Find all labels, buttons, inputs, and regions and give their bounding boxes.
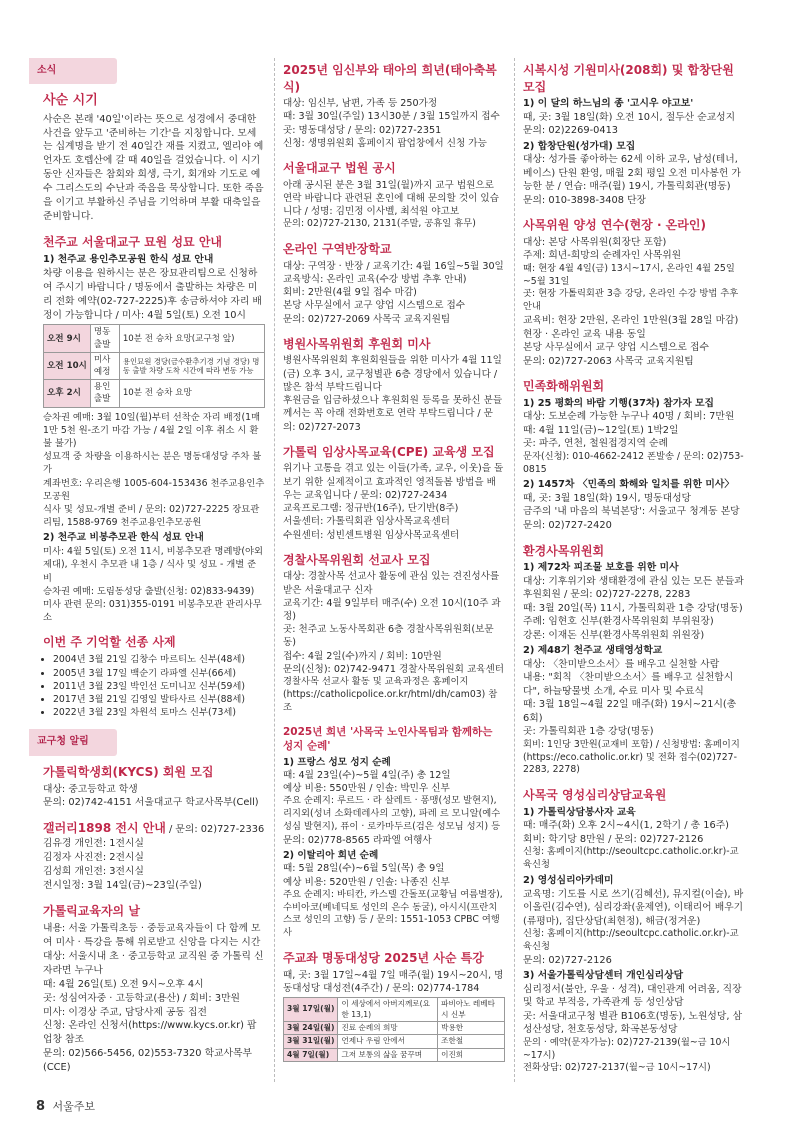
online-school-line: 대상: 구역장 · 반장 / 교육기간: 4월 16일~5월 30일 xyxy=(283,260,504,272)
cemetery-line: 성묘객 중 차량을 이용하시는 분은 명동대성당 주차 불가 xyxy=(43,451,262,476)
environment-line: 대상: 〈찬미받으소서〉를 배우고 실천할 사람 xyxy=(523,658,720,670)
pregnancy-line: 대상: 임신부, 남편, 가족 등 250가정 xyxy=(283,98,438,110)
cpe-section xyxy=(283,444,505,542)
cemetery-line: 승차권 예매: 도림동성당 출발(신청: 02)833-9439) xyxy=(43,585,255,597)
page-number: 8 xyxy=(36,1099,46,1114)
table-cell: 명동 출발 xyxy=(90,325,119,352)
table-cell: 파비아노 레베타시 신부 xyxy=(438,998,505,1022)
environment-sub: 2) 제48기 천주교 생태영성학교 xyxy=(523,645,663,657)
online-school-line: 문의: 02)727-2069 사목국 교육지원팀 xyxy=(283,313,451,325)
court-notice-body: 아래 공시된 분은 3월 31일(월)까지 교구 법원으로 연락 바랍니다 관련된 혼인에 대해 문의할 것이 있습니다 / 성명: 김민정 이사벨, 최석원 야고보 xyxy=(283,179,499,218)
pregnancy-line: 곳: 명동대성당 / 문의: 02)727-2351 xyxy=(283,124,442,136)
table-cell: 조한철 xyxy=(438,1035,505,1048)
reconciliation-line: 대상: 도보순례 가능한 누구나 40명 / 회비: 7만원 xyxy=(523,411,735,423)
table-row xyxy=(44,380,265,407)
cpe-line: 교육프로그램: 정규반(16주), 단기반(8주) xyxy=(283,503,459,515)
table-cell: 진료 순례의 희망 xyxy=(338,1022,438,1035)
environment-line: 때: 3월 18일~4월 22일 매주(화) 19시~21시(총 6회) xyxy=(523,699,737,724)
lent-title: 사순 시기 xyxy=(43,93,98,109)
environment-line: 강론: 이재돈 신부(환경사목위원회 위원장) xyxy=(523,629,705,641)
cpe-body: 위기나 고통을 겪고 있는 이들(가족, 교우, 이웃)을 돌보기 위한 실제적이고 효과적인 영적돌봄 방법을 배우는 교육입니다 / 문의: 02)727-2434 xyxy=(283,463,504,501)
educators-line: 곳: 성심여자중 · 고등학교(용산) / 회비: 3만원 xyxy=(43,992,240,1004)
cemetery-line: 계좌번호: 우리은행 1005-604-153436 천주교용인추모공원 xyxy=(43,477,265,502)
cemetery-line: 미사: 4월 5일(토) 오전 11시, 비봉추모관 명례방(야외제대), 우천시 추모관 내 1층 / 식사 및 성묘 - 개별 준비 xyxy=(43,546,264,584)
educators-day-title: 가톨릭교육자의 날 xyxy=(43,904,140,919)
counseling-line: 문의 · 예약(문자가능): 02)727-2139(월~금 10시~17시) xyxy=(523,1036,731,1061)
court-notice-title: 서울대교구 법원 공시 xyxy=(283,161,396,176)
table-cell: 오전 9시 xyxy=(44,325,91,352)
lent-body: 사순은 본래 '40일'이라는 뜻으로 성경에서 중대한 사건을 앞두고 '준비하는 기간'을 지칭합니다. 모세는 십계명을 받기 전 40일간 재를 지켰고, 엘리야 예언자도 호렙산에 갈 때 40일을 걸었습니다. 이 시기 동안 신자들은 참회와 희생, 극기, 회개와 기도로 예수 그리스도의 수난과 죽음을 묵상합니다. 또한 죽음을 이기고 부활하신 주님을 기억하며 부활 대축일을 준비합니다. xyxy=(43,113,264,222)
reconciliation-line: 금주의 '내 마음의 북녘본당': 서울교구 청계동 본당 xyxy=(523,506,740,518)
council-training-section xyxy=(523,217,745,368)
beatification-line: 문의: 010-3898-3408 단장 xyxy=(523,194,647,206)
pregnancy-line: 때: 3월 30일(주일) 13시30분 / 3월 15일까지 접수 xyxy=(283,111,500,123)
table-cell: 용인 출발 xyxy=(90,380,119,407)
table-row xyxy=(284,1022,505,1035)
kycs-section xyxy=(43,764,265,811)
table-cell: 박용한 xyxy=(438,1022,505,1035)
table-cell: 오전 10시 xyxy=(44,352,91,379)
category-news-label: 소식 xyxy=(29,58,117,84)
online-school-title: 온라인 구역반장학교 xyxy=(283,242,392,257)
police-line: 경찰사목 선교사 활동 및 교육과정은 홈페이지(https://catholicpolice.or.kr/html/dh/cam03) 참조 xyxy=(283,676,498,713)
publication-name: 서울주보 xyxy=(52,1100,96,1113)
pregnancy-line: 신청: 생명위원회 홈페이지 팝업창에서 신청 가능 xyxy=(283,137,487,149)
environment-line: 회비: 1인당 3만원(교재비 포함) / 신청방법: 홈페이지(https://eco.catholic.or.kr) 및 전화 접수(02)727-2283, 2278) xyxy=(523,738,740,776)
counseling-sub: 2) 영성심리아카데미 xyxy=(523,874,614,886)
pilgrimage-section xyxy=(283,725,505,940)
pregnancy-jubilee-title: 2025년 임신부와 태아의 희년(태아축복식) xyxy=(283,63,497,94)
counseling-line: 신청: 홈페이지(http://seoultcpc.catholic.or.kr)-교육신청 xyxy=(523,928,739,952)
counseling-line: 심리정서(불안, 우울 · 성격), 대인관계 어려움, 직장 및 학교 부적응, 가족관계 등 성인상담 xyxy=(523,983,742,1009)
counseling-line: 곳: 서울대교구청 별관 B106호(명동), 노원성당, 삼성산성당, 천호동성당, 화곡본동성당 xyxy=(523,1010,743,1036)
bus-schedule-table xyxy=(43,324,265,407)
hospital-mass-body: 병원사목위원회 후원회원들을 위한 미사가 4월 11일(금) 오후 3시, 교구청별관 6층 경당에서 있습니다 / 많은 참석 부탁드립니다 xyxy=(283,355,502,393)
list-item: • 2004년 3월 21일 김창수 마르티노 신부(48세) xyxy=(53,653,265,666)
council-line: 곳: 현장 가톨릭회관 3층 강당, 온라인 수강 방법 추후 안내 xyxy=(523,288,739,313)
cemetery-line: 승차권 예매: 3월 10일(월)부터 선착순 자리 배정(1매 1만 5천 원-조기 마감 가능 / 4월 2일 이후 취소 시 환불 불가) xyxy=(43,411,261,450)
table-cell: 10분 전 승차 요망(교구청 앞) xyxy=(119,325,264,352)
counseling-line: 전화상담: 02)727-2137(월~금 10시~17시) xyxy=(523,1062,711,1074)
counseling-sub: 1) 가톨릭상담봉사자 교육 xyxy=(523,806,636,818)
table-row xyxy=(284,1035,505,1048)
pilgrimage-line: 예상 비용: 550만원 / 인솔: 박민우 신부 xyxy=(283,783,450,795)
pilgrimage-sub: 1) 프랑스 성모 성지 순례 xyxy=(283,756,391,768)
reconciliation-sub: 1) 25 평화의 바람 기행(37차) 참가자 모집 xyxy=(523,397,715,409)
beatification-mass-section xyxy=(523,62,745,207)
educators-day-section xyxy=(43,903,265,1075)
lent-section xyxy=(43,92,265,224)
council-line: 현장 · 온라인 교육 내용 동일 xyxy=(523,328,646,340)
list-item: • 2011년 3월 23일 박인선 도미니꼬 신부(59세) xyxy=(53,680,265,693)
beatification-line: 때, 곳: 3월 18일(화) 오전 10시, 절두산 순교성지 xyxy=(523,111,736,123)
reconciliation-line: 곳: 파주, 연천, 철원접경지역 순례 xyxy=(523,438,669,450)
table-cell: 10분 전 승차 요망 xyxy=(119,380,264,407)
table-cell: 4월 7일(월) xyxy=(284,1048,338,1061)
pilgrimage-line: 문의: 02)778-8565 라파엘 여행사 xyxy=(283,834,432,846)
cpe-line: 서울센터: 가톨릭회관 임상사목교육센터 xyxy=(283,516,450,528)
reconciliation-line: 때, 곳: 3월 18일(화) 19시, 명동대성당 xyxy=(523,492,692,504)
environment-line: 주례: 임현호 신부(환경사목위원회 부위원장) xyxy=(523,616,714,628)
lent-lecture-line: 때, 곳: 3월 17일~4월 7일 매주(월) 19시~20시, 명동대성당 대성전(4주간) / 문의: 02)774-1784 xyxy=(283,969,504,994)
column-1 xyxy=(37,58,265,1085)
cemetery-section xyxy=(43,234,265,625)
environment-title: 환경사목위원회 xyxy=(523,543,605,558)
council-line: 교육비: 현장 2만원, 온라인 1만원(3월 28일 마감) xyxy=(523,315,739,327)
beatification-line: 문의: 02)2269-0413 xyxy=(523,125,619,137)
lent-lecture-section xyxy=(283,950,505,1062)
gallery-title: 갤러리1898 전시 안내 xyxy=(43,821,166,836)
kycs-line: 대상: 중고등학교 학생 xyxy=(43,783,138,795)
police-ministry-title: 경찰사목위원회 선교사 모집 xyxy=(283,552,431,567)
kycs-line: 문의: 02)742-4151 서울대교구 학교사목부(Cell) xyxy=(43,797,259,809)
council-line: 주제: 희년-희망의 순례자인 사목위원 xyxy=(523,250,682,262)
table-cell: 미사 예정 xyxy=(90,352,119,379)
gallery-line: 김유경 개인전: 1전시실 xyxy=(43,838,144,850)
pilgrimage-sub: 2) 이탈리아 희년 순례 xyxy=(283,850,379,862)
gallery-line: 김성희 개인전: 3전시실 xyxy=(43,866,144,878)
online-school-line: 회비: 2만원(4월 9일 접수 마감) xyxy=(283,287,417,299)
beatification-line: 대상: 성가를 좋아하는 62세 이하 교우, 남성(테너, 베이스) 단원 환영, 매월 2회 평일 오전 미사봉헌 가능한 분 / 연습: 매주(월) 19시, 가톨릭회관(명동) xyxy=(523,154,741,193)
table-row xyxy=(284,1048,505,1061)
environment-line: 내용: "회칙 〈찬미받으소서〉를 배우고 실천합시다", 하늘땅물벗 소개, 수료 미사 및 수료식 xyxy=(523,672,734,697)
police-line: 교육기간: 4월 9일부터 매주(수) 오전 10시(10주 과정) xyxy=(283,597,501,622)
list-item: • 2005년 3월 17일 백순기 라파엘 신부(66세) xyxy=(53,667,265,680)
cemetery-body-1: 차량 이용을 원하시는 분은 장묘관리팀으로 신청하여 주시기 바랍니다 / 명동에서 출발하는 차량은 미리 전화 예약(02-727-2225)후 송금하셔야 자리 배정이 가능합니다 / 미사: 4월 5일(토) 오전 10시 xyxy=(43,267,262,321)
gallery-line: 김정자 사진전: 2전시실 xyxy=(43,852,144,864)
cemetery-title: 천주교 서울대교구 묘원 성묘 안내 xyxy=(43,234,223,249)
environment-line: 때: 3월 20일(목) 11시, 가톨릭회관 1층 강당(명동) xyxy=(523,602,743,614)
council-training-title: 사목위원 양성 연수(현장 · 온라인) xyxy=(523,218,706,233)
cpe-line: 수원센터: 성빈센트병원 임상사목교육센터 xyxy=(283,529,460,541)
hospital-mass-section xyxy=(283,336,505,434)
cemetery-line: 미사 관련 문의: 031)355-0191 비봉추모관 관리사무소 xyxy=(43,599,262,624)
police-line: 접수: 4월 2일(수)까지 / 회비: 10만원 xyxy=(283,650,442,662)
counseling-line: 회비: 학기당 8만원 / 문의: 02)727-2126 xyxy=(523,833,704,845)
counseling-line: 신청: 홈페이지(http://seoultcpc.catholic.or.kr)-교육신청 xyxy=(523,846,739,871)
table-row xyxy=(284,998,505,1022)
table-cell: 3월 31일(월) xyxy=(284,1035,338,1048)
pregnancy-jubilee-section xyxy=(283,62,505,150)
pilgrimage-title: 2025년 희년 '사목국 노인사목팀과 함께하는 성지 순례' xyxy=(283,725,493,753)
council-line: 때: 현장 4월 4일(금) 13시~17시, 온라인 4월 25일~5월 31일 xyxy=(523,262,735,287)
environment-section xyxy=(523,543,745,778)
educators-line: 때: 4월 26일(토) 오전 9시~오후 4시 xyxy=(43,978,204,990)
police-ministry-section xyxy=(283,552,505,715)
hospital-mass-body: 후원금을 입금하셨으나 후원회원 등록을 못하신 분들께서는 꼭 아래 전화번호로 연락 부탁드립니다 / 문의: 02)727-2073 xyxy=(283,395,503,433)
column-2 xyxy=(283,58,505,1072)
beatification-mass-title: 시복시성 기원미사(208회) 및 합창단원 모집 xyxy=(523,63,734,94)
table-row xyxy=(44,325,265,352)
table-cell: 언제나 우림 안에서 xyxy=(338,1035,438,1048)
column-3 xyxy=(523,58,745,1085)
table-cell: 이 세상에서 아버지께로(요한 13,1) xyxy=(338,998,438,1022)
hospital-mass-title: 병원사목위원회 후원회 미사 xyxy=(283,336,431,351)
environment-line: 대상: 기후위기와 생태환경에 관심 있는 모든 분들과 후원회원 / 문의: 02)727-2278, 2283 xyxy=(523,575,744,601)
educators-line: 신청: 온라인 신청서(https://www.kycs.or.kr) 팝업창 참조 xyxy=(43,1020,257,1046)
pilgrimage-line: 때: 5월 28일(수)~6월 5일(목) 총 9일 xyxy=(283,863,445,875)
educators-line: 미사: 이경상 주교, 담당사제 공동 집전 xyxy=(43,1006,207,1018)
gallery-section xyxy=(43,820,265,893)
police-line: 곳: 천주교 노동사목회관 6층 경찰사목위원회(보문동) xyxy=(283,624,494,649)
cemetery-sub-1: 1) 천주교 용인추모공원 한식 성묘 안내 xyxy=(43,253,214,265)
table-cell: 오후 2시 xyxy=(44,380,91,407)
reconciliation-section xyxy=(523,378,745,532)
page-footer xyxy=(36,1098,95,1116)
online-school-section xyxy=(283,241,505,326)
court-notice-contact: 문의: 02)727-2130, 2131(주말, 공휴일 휴무) xyxy=(283,218,476,230)
counseling-line: 때: 매주(화) 오후 2시~4시(1, 2학기 / 총 16주) xyxy=(523,820,729,832)
kycs-title: 가톨릭학생회(KYCS) 회원 모집 xyxy=(43,764,214,779)
pilgrimage-line: 때: 4월 23일(수)~5월 4일(주) 총 12일 xyxy=(283,769,451,781)
deceased-priests-section xyxy=(43,634,265,719)
pilgrimage-line: 주요 순례지: 바티칸, 카스텔 간돌포(교황님 여름별장), 수비아코(베네딕토 성인의 은수 동굴), 아시시(프란치스코 성인의 고향) 등 / 문의: 1551-1053 CPBC 여행사 xyxy=(283,888,503,939)
pilgrimage-line: 예상 비용: 520만원 / 인솔: 나종진 신부 xyxy=(283,876,450,888)
table-cell: 3월 17일(월) xyxy=(284,998,338,1022)
list-item: • 2017년 3월 21일 김영일 발타사르 신부(88세) xyxy=(53,693,265,706)
gallery-line: 전시일정: 3월 14일(금)~23일(주일) xyxy=(43,880,202,892)
cpe-title: 가톨릭 임상사목교육(CPE) 교육생 모집 xyxy=(283,444,495,459)
reconciliation-line: 문의: 02)727-2420 xyxy=(523,519,612,531)
lecture-schedule-table xyxy=(283,997,505,1062)
reconciliation-sub: 2) 1457차 〈민족의 화해와 일치를 위한 미사〉 xyxy=(523,479,735,491)
counseling-line: 교육명: 기도를 시로 쓰기(김혜선), 뮤지컬(이슬), 바이올린(김수연), 심리강좌(윤제연), 이태리어 배우기(류평마), 집단상담(최현정), 해금(정겨운) xyxy=(523,888,744,927)
lent-lecture-title: 주교좌 명동대성당 2025년 사순 특강 xyxy=(283,951,484,966)
online-school-line: 본당 사무실에서 교구 양업 시스템으로 접수 xyxy=(283,300,466,312)
table-cell: 용인묘원 경당(금수환추기경 기념 경당) 명동 출발 차량 도착 시간에 따라 변동 가능 xyxy=(119,352,264,379)
court-notice-section xyxy=(283,160,505,231)
counseling-sub: 3) 서울가톨릭상담센터 개인심리상담 xyxy=(523,970,684,982)
council-line: 본당 사무실에서 교구 양업 시스템으로 접수 xyxy=(523,342,709,354)
council-line: 문의: 02)727-2063 사목국 교육지원팀 xyxy=(523,355,694,367)
list-item: • 2022년 3월 23일 차원석 토마스 신부(73세) xyxy=(53,706,265,719)
council-line: 대상: 본당 사목위원(회장단 포함) xyxy=(523,236,667,248)
deceased-priests-list xyxy=(43,653,265,719)
table-row xyxy=(44,352,265,379)
category-diocese-label: 교구청 알림 xyxy=(29,729,117,755)
table-cell: 그저 보통의 삶을 꿈꾸며 xyxy=(338,1048,438,1061)
table-cell: 3월 24일(월) xyxy=(284,1022,338,1035)
police-line: 대상: 경찰사목 선교사 활동에 관심 있는 견진성사를 받은 서울대교구 신자 xyxy=(283,571,500,596)
reconciliation-line: 때: 4월 11일(금)~12일(토) 1박2일 xyxy=(523,424,679,436)
educators-line: 내용: 서울 가톨릭초등 · 중등교육자들이 다 함께 모여 미사 · 특강을 통해 위로받고 신앙을 다지는 시간 xyxy=(43,923,261,948)
online-school-line: 교육방식: 온라인 교육(수강 방법 추후 안내) xyxy=(283,273,467,285)
counseling-line: 문의: 02)727-2126 xyxy=(523,954,612,966)
pilgrimage-line: 주요 순례지: 루르드 · 라 살레트 · 퐁맹(성모 발현지), 리지외(성녀 소화데레사의 고향), 파레 르 모니알(예수 성심 발현지), 퓨이 · 로카마두르(검은 성모님 성지) 등 xyxy=(283,795,501,832)
environment-sub: 1) 제72차 피조물 보호를 위한 미사 xyxy=(523,562,679,574)
cemetery-sub-2: 2) 천주교 비봉추모관 한식 성묘 안내 xyxy=(43,532,204,544)
reconciliation-line: 문자(신청): 010-4662-2412 폰발송 / 문의: 02)753-0815 xyxy=(523,450,744,475)
gallery-contact: / 문의: 02)727-2336 xyxy=(165,824,265,836)
environment-line: 곳: 가톨릭회관 1층 강당(명동) xyxy=(523,726,654,738)
police-line: 문의(신청): 02)742-9471 경찰사목위원회 교육센터 xyxy=(283,663,505,675)
counseling-title: 사목국 영성심리상담교육원 xyxy=(523,788,667,803)
educators-line: 문의: 02)566-5456, 02)553-7320 학교사목부(CCE) xyxy=(43,1048,252,1074)
educators-line: 대상: 서울시내 초 · 중고등학교 교직원 중 가톨릭 신자라면 누구나 xyxy=(43,950,264,976)
counseling-section xyxy=(523,787,745,1075)
beatification-sub: 1) 이 달의 하느님의 종 '고시우 야고보' xyxy=(523,98,694,110)
reconciliation-title: 민족화해위원회 xyxy=(523,379,605,394)
deceased-priests-title: 이번 주 기억할 선종 사제 xyxy=(43,635,176,650)
beatification-sub: 2) 합창단원(성가대) 모집 xyxy=(523,140,636,152)
cemetery-line: 식사 및 성묘-개별 준비 / 문의: 02)727-2225 장묘관리팀, 1588-9769 천주교용인추모공원 xyxy=(43,503,260,529)
table-cell: 이진희 xyxy=(438,1048,505,1061)
